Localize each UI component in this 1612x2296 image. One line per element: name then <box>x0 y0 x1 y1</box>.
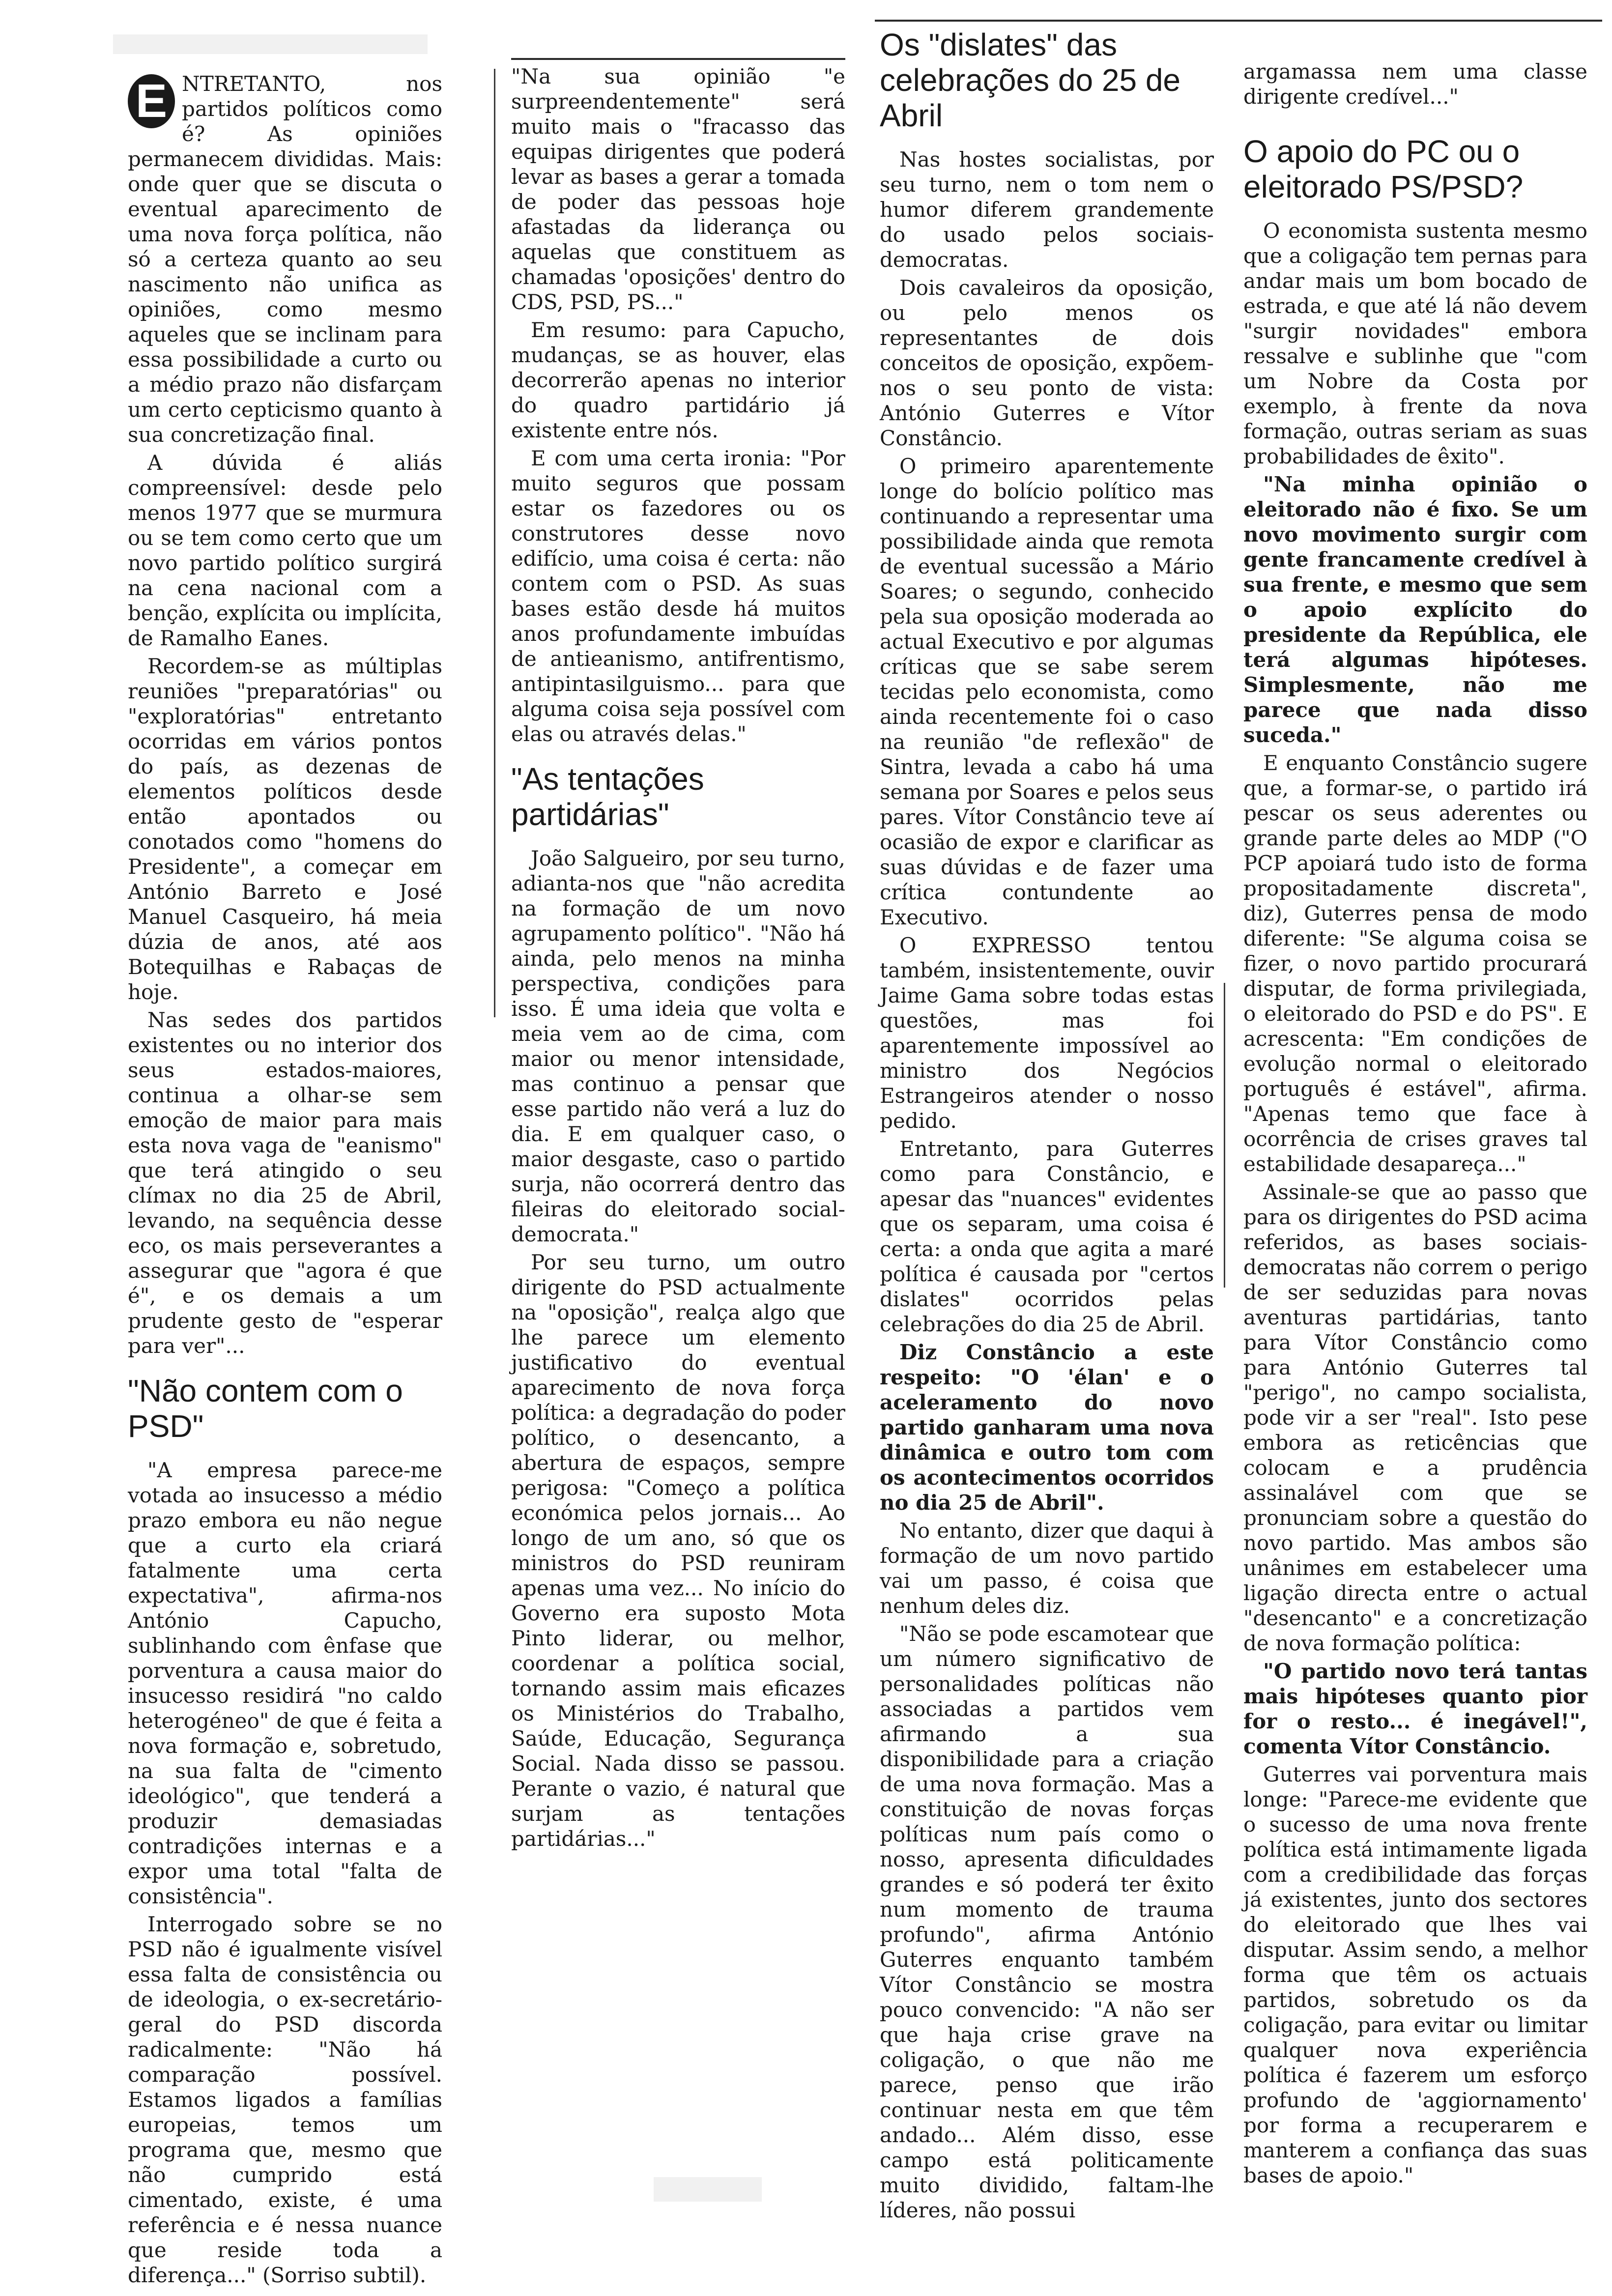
article-paragraph: Nas hostes socialistas, por seu turno, nem o tom nem o humor diferem grandemente do usado pelos sociais-democratas. <box>880 147 1214 272</box>
article-paragraph: Em resumo: para Capucho, mudanças, se as houver, elas decorrerão apenas no interior do quadro partidário já existente entre nós. <box>511 318 845 442</box>
article-paragraph: Diz Constâncio a este respeito: "O 'élan' e o aceleramento do novo partido ganharam uma nova dinâmica e outro tom com os acontecimentos ocorridos no dia 25 de Abril". <box>880 1340 1214 1515</box>
column-divider <box>494 69 495 1017</box>
section-heading: "As tentações partidárias" <box>511 761 704 832</box>
article-paragraph: Assinale-se que ao passo que para os dirigentes do PSD acima referidos, as bases sociais-democratas não correm o perigo de ser seduzidas para novas aventuras partidárias, tanto para Vítor Constâncio como para António Guterres tal "perigo", no campo socialista, pode vir a ser "real". Isto pese embora as reticências que colocam e a prudência assinalável com que se pronunciam sobre a questão do novo partido. Mas ambos são unânimes em estabelecer uma ligação directa entre o actual "desencanto" e a concretização de nova formação política: <box>1243 1180 1587 1655</box>
section-heading: O apoio do PC ou o eleitorado PS/PSD? <box>1243 134 1524 204</box>
article-paragraph: Nas sedes dos partidos existentes ou no interior dos seus estados-maiores, continua a olhar-se sem emoção de maior para mais esta nova vaga de "eanismo" que terá atingido o seu clímax no dia 25 de Abril, levando, na sequência desse eco, os mais perseverantes a assegurar que "agora é que é", e os demais a um prudente gesto de "esperar para ver"... <box>128 1008 442 1358</box>
article-paragraph: O primeiro aparentemente longe do bolício político mas continuando a representar uma possibilidade ainda que remota de eventual sucessão a Mário Soares; o segundo, conhecido pela sua oposição moderada ao actual Executivo e por algumas críticas que se sabe serem tecidas pelo economista, como ainda recentemente foi o caso na reunião "de reflexão" de Sintra, levada a cabo há uma semana por Soares e pelos seus pares. Vítor Constâncio teve aí ocasião de expor e clarificar as suas dúvidas e de fazer uma crítica contundente ao Executivo. <box>880 454 1214 929</box>
column-divider <box>1224 983 1225 1288</box>
column-3 <box>880 27 1214 2226</box>
article-paragraph: O EXPRESSO tentou também, insistentemente, ouvir Jaime Gama sobre todas estas questões, mas foi aparentemente impossível ao ministro dos Negócios Estrangeiros atender o nosso pedido. <box>880 933 1214 1133</box>
article-paragraph: Interrogado sobre se no PSD não é igualmente visível essa falta de consistência ou de ideologia, o ex-secretário-geral do PSD discorda radicalmente: "Não há comparação possível. Estamos ligados a famílias europeias, temos um programa que, mesmo que não cumprido está cimentado, existe, é uma referência e é nessa nuance que reside toda a diferença..." (Sorriso subtil). <box>128 1912 442 2287</box>
article-paragraph: No entanto, dizer que daqui à formação de um novo partido vai um passo, é coisa que nenhum deles diz. <box>880 1519 1214 1618</box>
article-paragraph: "O partido novo terá tantas mais hipóteses quanto pior for o resto... é inegável!", comenta Vítor Constâncio. <box>1243 1659 1587 1758</box>
article-paragraph: Recordem-se as múltiplas reuniões "preparatórias" ou "exploratórias" entretanto ocorridas em vários pontos do país, as dezenas de elementos políticos desde então apontados ou conotados como "homens do Presidente", a começar em António Barreto e José Manuel Casqueiro, há meia dúzia de anos, até aos Botequilhas e Rabaças de hoje. <box>128 654 442 1004</box>
article-paragraph: "Não se pode escamotear que um número significativo de personalidades políticas não associadas a partidos vem afirmando a sua disponibilidade para a criação de uma nova formação. Mas a constituição de novas forças políticas num país como o nosso, apresenta dificuldades grandes e só poderá ter êxito num momento de trauma profundo", afirma António Guterres enquanto também Vítor Constâncio se mostra pouco convencido: "A não ser que haja crise grave na coligação, o que não me parece, penso que irão continuar nesta em que têm andado... Além disso, esse campo está politicamente muito dividido, faltam-lhe líderes, não possui <box>880 1622 1214 2222</box>
column-top-rule <box>511 58 845 60</box>
article-paragraph: "Na sua opinião "e surpreendentemente" será muito mais o "fracasso das equipas dirigentes que poderá levar as bases a gerar a tomada de poder das pessoas hoje afastadas da liderança ou aquelas que constituem as chamadas 'oposições' dentro do CDS, PSD, PS..." <box>511 64 845 314</box>
article-paragraph: Guterres vai porventura mais longe: "Parece-me evidente que o sucesso de uma nova frente política está intimamente ligada com a credibilidade das forças já existentes, junto dos sectores do eleitorado que lhes vai disputar. Assim sendo, a melhor forma que têm os actuais partidos, sobretudo os da coligação, para evitar ou limitar qualquer nova experiência política é fazerem um esforço profundo de 'aggiornamento' por forma a recuperarem e manterem a confiança das suas bases de apoio." <box>1243 1762 1587 2187</box>
section-heading: Os "dislates" das celebrações do 25 de Abril <box>880 27 1180 133</box>
article-paragraph: "Na minha opinião o eleitorado não é fixo. Se um novo movimento surgir com gente francamente credível à sua frente, e mesmo que sem o apoio explícito do presidente da República, ele terá algumas hipóteses. Simplesmente, não me parece que nada disso suceda." <box>1243 472 1587 747</box>
section-heading: "Não contem com o PSD" <box>128 1373 403 1444</box>
article-paragraph: Dois cavaleiros da oposição, ou pelo menos os representantes de dois conceitos de oposição, expõem-nos o seu ponto de vista: António Guterres e Vítor Constâncio. <box>880 276 1214 450</box>
article-paragraph: Por seu turno, um outro dirigente do PSD actualmente na "oposição", realça algo que lhe parece um elemento justificativo do eventual aparecimento de nova força política: a degradação do poder político, o desencanto, a abertura de espaços, sempre perigosa: "Começo a política económica pelos jornais... Ao longo de um ano, só que os ministros do PSD reuniram apenas uma vez... No início do Governo era suposto Mota Pinto liderar, ou melhor, coordenar a política social, tornando assim mais eficazes os Ministérios do Trabalho, Saúde, Educação, Segurança Social. Nada disso se passou. Perante o vazio, é natural que surjam as tentações partidárias..." <box>511 1250 845 1851</box>
column-4 <box>1243 59 1587 2191</box>
article-paragraph: NTRETANTO, nos partidos políticos como é? As opiniões permanecem divididas. Mais: onde quer que se discuta o eventual aparecimento de uma nova força política, não só a certeza quanto ao seu nascimento não unifica as opiniões, como mesmo aqueles que se inclinam para essa possibilidade a curto ou a médio prazo não disfarçam um certo cepticismo quanto à sua concretização final. <box>128 72 442 447</box>
article-paragraph: João Salgueiro, por seu turno, adianta-nos que "não acredita na formação de um novo agrupamento político". "Não há ainda, pelo menos na minha perspectiva, condições para isso. É uma ideia que volta e meia vem ao de cima, com maior ou menor intensidade, mas continuo a pensar que esse partido não verá a luz do dia. E em qualquer caso, o maior desgaste, caso o partido surja, não ocorrerá dentro das fileiras do eleitorado social-democrata." <box>511 846 845 1246</box>
print-smudge <box>113 34 428 54</box>
article-paragraph: argamassa nem uma classe dirigente credível..." <box>1243 59 1587 109</box>
column-1 <box>128 71 442 2291</box>
column-2 <box>511 64 845 1854</box>
article-paragraph: E enquanto Constâncio sugere que, a formar-se, o partido irá pescar os seus aderentes ou grande parte deles ao MDP ("O PCP apoiará tudo isto de forma propositadamente discreta", diz), Guterres pensa de modo diferente: "Se alguma coisa se fizer, o novo partido procurará disputar, de forma privilegiada, o eleitorado do PSD e do PS". E acrescenta: "Em condições de evolução normal o eleitorado português é estável", afirma. "Apenas temo que face à ocorrência de crises graves tal estabilidade desapareça..." <box>1243 751 1587 1176</box>
article-paragraph: O economista sustenta mesmo que a coligação tem pernas para andar mais um bom bocado de estrada, e que até lá não devem "surgir novidades" embora ressalve e sublinhe que "com um Nobre da Costa por exemplo, à frente da nova formação, outras seriam as suas probabilidades de êxito". <box>1243 219 1587 468</box>
top-rule <box>875 20 1602 22</box>
print-smudge <box>654 2177 762 2202</box>
article-paragraph: Entretanto, para Guterres como para Constâncio, e apesar das "nuances" evidentes que os separam, uma coisa é certa: a onda que agita a maré política é causada por "certos dislates" ocorridos pelas celebrações do dia 25 de Abril. <box>880 1137 1214 1336</box>
article-paragraph: A dúvida é aliás compreensível: desde pelo menos 1977 que se murmura ou se tem como certo que um novo partido político surgirá na cena nacional com a benção, explícita ou implícita, de Ramalho Eanes. <box>128 451 442 650</box>
drop-cap: E <box>128 74 175 128</box>
article-paragraph: "A empresa parece-me votada ao insucesso a médio prazo embora eu não negue que a curto ela criará fatalmente uma certa expectativa", afirma-nos António Capucho, sublinhando com ênfase que porventura a causa maior do insucesso residirá "no caldo heterogéneo" de que é feita a nova formação e, sobretudo, na sua falta de "cimento ideológico", que tenderá a produzir demasiadas contradições internas e a expor uma total "falta de consistência". <box>128 1458 442 1908</box>
article-paragraph: E com uma certa ironia: "Por muito seguros que possam estar os fazedores ou os construtores desse novo edifício, uma coisa é certa: não contem com o PSD. As suas bases estão desde há muitos anos profundamente imbuídas de antieanismo, antifrentismo, antipintasilguismo... para que alguma coisa seja possível com elas ou através delas." <box>511 446 845 746</box>
